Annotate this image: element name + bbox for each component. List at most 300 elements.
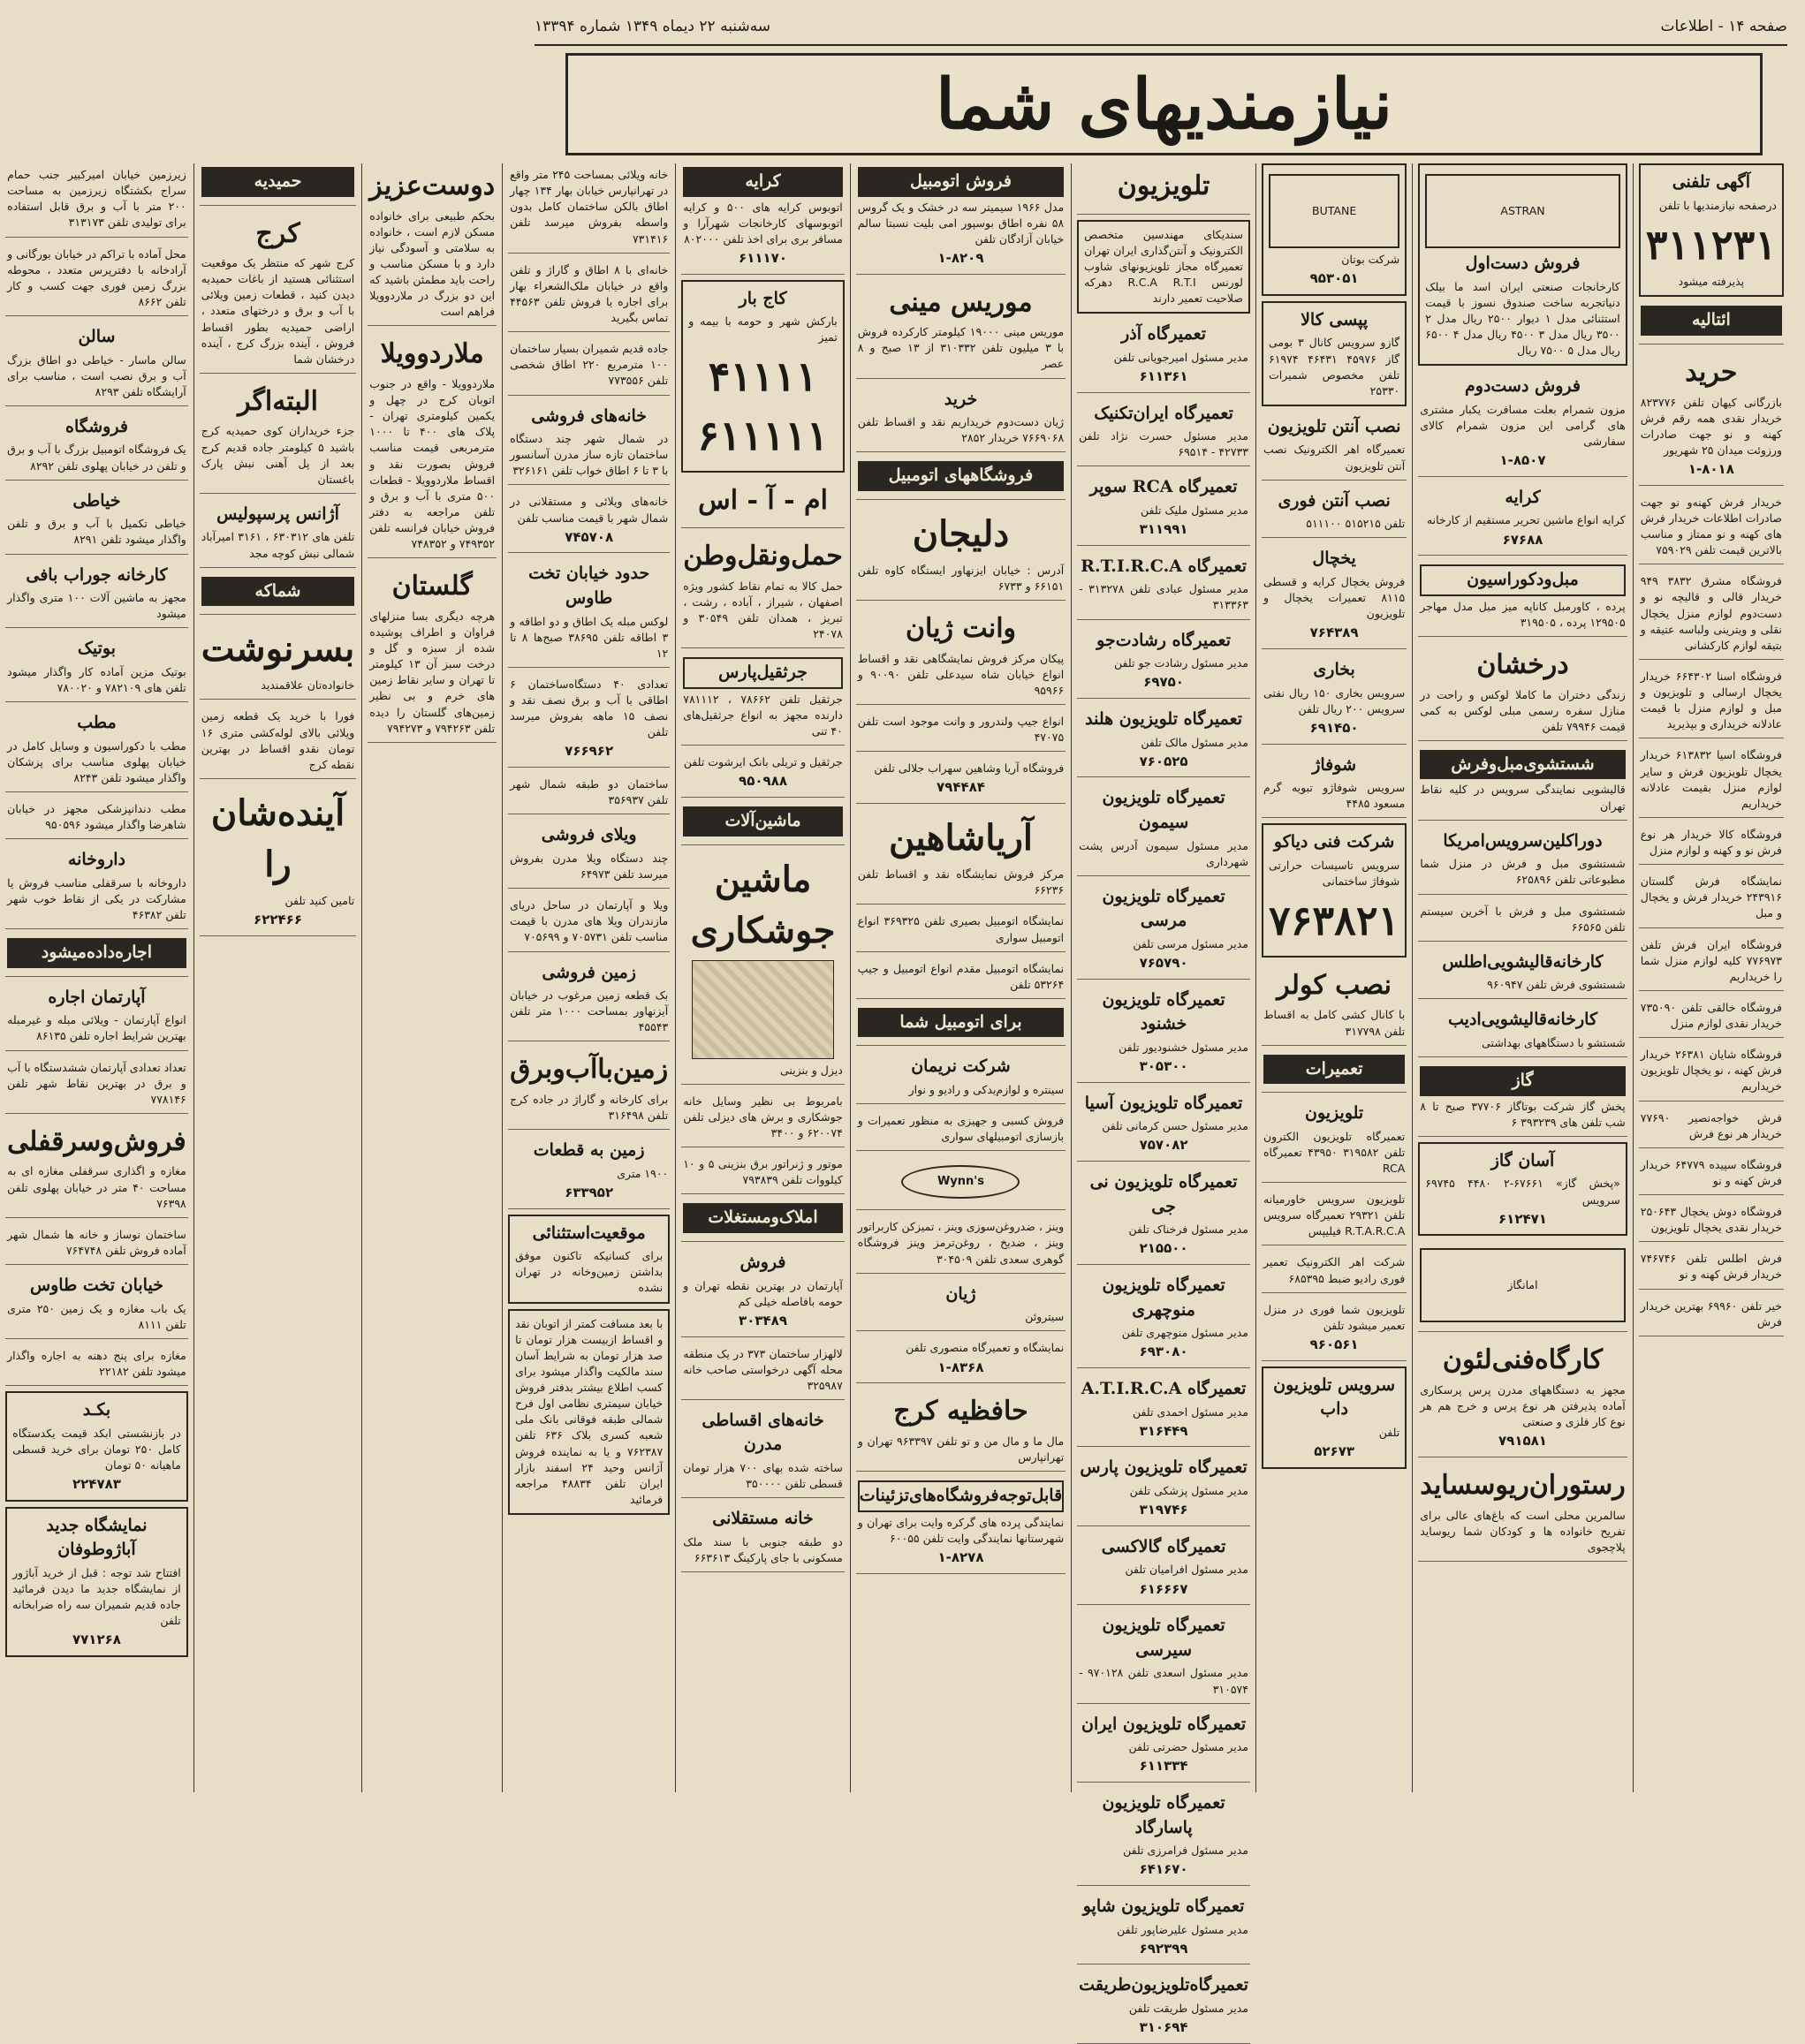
ad-title: دلیجان (912, 512, 1010, 555)
classified-ad (681, 803, 845, 845)
ad-title: آپارتمان اجاره (48, 987, 146, 1007)
ad-body: داروخانه با سرقفلی مناسب فروش یا مشارکت در یکی از نقاط خوب شهر تلفن ۴۶۳۸۲ (7, 875, 186, 922)
ad-body: ۱۹۰۰ متری (617, 1166, 669, 1180)
ad-title: شستشوی‌مبل‌وفرش (1420, 750, 1626, 780)
classified-ad (1077, 882, 1250, 980)
classified-ad (856, 606, 1066, 705)
ad-title: ائتالیه (1641, 306, 1782, 336)
ad-body: فروشگاه اسنا ۶۶۴۳۰۲ خریدار یخچال ارسالی و تلویزیون و مبل و لوازم منزل با قیمت عادلانه خریداری و بپذیرید (1640, 669, 1782, 731)
ad-title: آژانس پرسپولیس (216, 503, 339, 524)
classified-ad (5, 243, 188, 317)
classified-ad (856, 1051, 1066, 1104)
ad-body: خانواده‌تان علاقمندید (261, 678, 355, 693)
classified-ad (681, 534, 845, 648)
classified-ad (1077, 1891, 1250, 1965)
ad-body: فروشگاه سپیده ۶۴۷۷۹ خریدار فرش کهنه و نو (1640, 1157, 1783, 1187)
ad-body: سرویس بخاری ۱۵۰ ریال نفتی سرویس ۲۰۰ ریال تلفن (1263, 685, 1406, 715)
classified-ad (1639, 1107, 1784, 1148)
ad-body: موریس مینی ۱۹۰۰۰ کیلومتر کارکرده فروش با ۳ میلیون تلفن ۳۱۰۳۳۲ از ۱۳ صبح و ۸ عصر (857, 325, 1065, 371)
ad-phone: ۶۱۱۳۳۴ (1139, 1758, 1188, 1775)
ad-body: بارکش شهر و حومه با بیمه و تمیز (688, 314, 838, 344)
ad-body: لالهزار ساختمان ۳۷۳ در یک منطقه محله آگهی درخواستی صاحب خانه ۳۲۵۹۸۷ (683, 1346, 843, 1392)
ad-body: سالمرین محلی است که باغ‌های عالی برای تفریح خانواده ها و کودکان شما ریوساید پلاچجوی (1420, 1508, 1626, 1554)
classified-ad (1639, 302, 1784, 344)
classified-ad (856, 458, 1066, 500)
classified-ad (368, 163, 497, 326)
ad-body: لوکس مبله یک اطاق و دو اطاقه و ۳ اطاقه تلفن ۳۸۶۹۵ صبح‌ها ۸ تا ۱۲ (510, 614, 669, 660)
ad-phone: ۳۱۱۲۳۱ (1645, 220, 1777, 269)
ad-body: فرش خواجه‌نصیر ۷۷۶۹۰ خریدار هر نوع فرش (1640, 1110, 1782, 1140)
classified-ad (856, 710, 1066, 752)
classified-ad (5, 560, 188, 629)
classified-ad (1418, 1463, 1627, 1562)
classified-ad (1418, 1004, 1627, 1057)
classified-ad (1262, 1188, 1407, 1245)
ad-title: شماکه (201, 577, 354, 607)
ad-footer: پذیرفته میشود (1678, 275, 1745, 289)
ad-title: کارخانه‌قالیشویی‌اطلس (1442, 951, 1604, 972)
ad-body: مدیر مسئول حضرتی تلفن (1128, 1740, 1248, 1754)
ad-body: افتتاح شد توجه : قبل از خرید آباژور از نمایشگاه جدید ما دیدن فرمائید جاده قدیم شمیران سه راه ضرابخانه تلفن (12, 1565, 181, 1628)
ad-body: مدیر مسئول مالک تلفن (1141, 735, 1248, 749)
classified-ad (5, 1507, 188, 1657)
ad-title: گلستان (391, 571, 473, 602)
ad-phone: ۷۷۱۲۶۸ (72, 1631, 121, 1648)
ad-phone: ۱-۸۰۱۸ (1687, 461, 1734, 478)
ad-title: تعمیرگاه آذر (1121, 324, 1207, 344)
ad-title: تعمیرگاه تلویزیون آسیا (1084, 1093, 1243, 1113)
classified-ad (1077, 319, 1250, 392)
ad-body: شستشوی مبل و فرش در منزل شما مطبوعاتی تلفن ۶۲۵۸۹۶ (1420, 857, 1626, 887)
ad-title: ملاردوویلا (380, 338, 484, 370)
ad-title: مبل‌ودکوراسیون (1420, 564, 1626, 596)
ad-body: محل آماده با تراکم در خیابان بورگانی و آرادخانه با دفترپرس متعدد ، محوطه بزرگ زمین فوری جهت کسب و کار تلفن ۸۶۶۲ (7, 246, 186, 308)
ad-body: مطب دندانپزشکی مجهز در خیابان شاهرضا واگذار میشود ۹۵۰۵۹۶ (7, 802, 186, 832)
ad-body: چند دستگاه ویلا مدرن بفروش میرسد تلفن ۶۴۹۷۳ (510, 851, 669, 882)
ad-body: خانه‌های ویلائی و مستقلانی در شمال شهر با قیمت مناسب تلفن (510, 495, 669, 525)
ad-body: ویلا و آپارتمان در ساحل دریای مازندران ویلا های مدرن با قیمت مناسب تلفن ۷۰۵۷۳۱ و ۷۰۵۶۹۹ (510, 898, 669, 944)
ad-body: کارخانجات صنعتی ایران اسد ما بیلک دنیاتجربه ساخت صندوق نسوز با قیمت استثنائی مدل ۱ دیوار ۲۵۰۰ ریال مدل ۲ ۳۵۰۰ ریال مدل ۳ ۴۵۰۰ ریال مدل ۴ ۶۵۰۰ ریال مدل ۵ ۷۵۰۰ ریال (1425, 279, 1620, 358)
classified-ad (200, 705, 356, 779)
ad-title: کارخانه‌قالیشویی‌ادیب (1448, 1010, 1597, 1030)
ad-title: حمیدیه (201, 167, 354, 197)
ad-body: تلفن های ۶۳۰۳۱۲ ، ۳۱۶۱ امیرآباد شمالی نبش کوچه مجد (201, 530, 355, 560)
classified-ad (5, 486, 188, 555)
ad-body: مدیر مسئول افرامیان تلفن (1125, 1563, 1248, 1577)
page-number-label: صفحه ۱۴ - اطلاعات (1660, 18, 1787, 35)
ad-body: شستشوی مبل و فرش با آخرین سیستم تلفن ۶۶۵۶۵ (1420, 904, 1626, 934)
ad-body: درصفحه نیازمندیها با تلفن (1658, 198, 1777, 212)
ad-body: فروش یخچال کرایه و قسطی ۸۱۱۵ تعمیرات یخچال و تلویزیون (1263, 574, 1406, 621)
classified-ad (1077, 1270, 1250, 1368)
advertiser-logo: امانگاز (1420, 1248, 1626, 1322)
ad-title: گاز (1420, 1066, 1626, 1096)
classified-ad (681, 478, 845, 529)
ad-body: آپارتمان در بهترین نقطه تهران و حومه بافاصله خیلی کم (683, 1278, 843, 1308)
ad-body: مدیر مسئول علیرضاپور تلفن (1117, 1922, 1248, 1936)
ad-body: تعمیرگاه اهر الکترونیک نصب آنتن تلویزیون (1263, 443, 1406, 473)
ad-phone: ۲۱۵۵۰۰ (1139, 1240, 1188, 1257)
classified-ad (1639, 570, 1784, 660)
ad-body: «پخش گاز» ۶۷۶۶۱-۲ ۴۴۸۰ ۶۹۷۴۵ سرویس (1425, 1177, 1620, 1207)
ad-title: خیابان تخت طاوس (29, 1276, 163, 1296)
classified-ad (681, 280, 845, 473)
classified-ad (856, 1004, 1066, 1047)
classified-ad (1262, 1051, 1407, 1094)
ad-title: شرکت فنی دیاکو (1273, 832, 1395, 852)
classified-ad (1418, 163, 1627, 366)
ad-title: تعمیرگاه R.T.I.R.C.A (1081, 556, 1247, 576)
ad-title: اجاره‌داده‌میشود (7, 938, 186, 968)
ad-title: تعمیرگاه تلویزیون نی جی (1089, 1172, 1238, 1216)
classified-ad (681, 851, 845, 1085)
classified-ad (508, 673, 670, 768)
classifieds-columns (7, 163, 1789, 2036)
classified-ad (681, 751, 845, 798)
ad-title: آینده‌شان را (210, 791, 345, 885)
ad-body: خانه‌ای با ۸ اطاق و گاراژ و تلفن واقع در خیابان ملک‌الشعراء بهار برای اجاره یا فروش تلفن ۴۴۵۶۳ تماس بگیرید (510, 262, 669, 324)
ad-title: مطب (77, 713, 117, 733)
ad-title: خرید (944, 389, 978, 409)
column-8 (361, 163, 502, 1792)
ad-phone: ۶۳۳۹۵۲ (565, 1184, 614, 1200)
ad-title: تعمیرات (1263, 1055, 1405, 1085)
ad-title: زمین‌باآب‌وبرق (510, 1054, 669, 1086)
ad-phone: ۷۵۷۰۸۲ (1139, 1137, 1188, 1154)
ad-body: کرایه انواع ماشین تحریر مستقیم از کارخانه (1426, 513, 1626, 527)
classified-ad (1262, 412, 1407, 481)
ad-body: بک قطعه زمین مرغوب در خیابان آیزنهاور بمساحت ۱۰۰۰ متر تلفن ۴۵۵۴۳ (510, 988, 669, 1034)
classified-ad (200, 499, 356, 568)
ad-title: بسرنوشت (201, 628, 355, 670)
ad-body: فروشگاه ایران فرش تلفن ۷۷۶۹۷۳ کلیه لوازم منزل شما را خریداریم (1640, 937, 1782, 983)
ad-body: گازو سرویس کانال ۳ بومی گاز ۴۵۹۷۶ ۴۶۴۳۱ ۶۱۹۷۴ تلفن مخصوص شمیرات ۲۵۳۳۰ (1269, 336, 1400, 397)
classified-ad (856, 1389, 1066, 1472)
classified-ad (5, 1056, 188, 1114)
classified-ad (856, 910, 1066, 951)
ad-phone: ۶۲۲۴۶۶ (254, 912, 302, 928)
ad-body: مدیر مسئول حسن کرمانی تلفن (1102, 1119, 1248, 1133)
classified-ad (1262, 301, 1407, 406)
column-1 (1633, 163, 1789, 1792)
classified-ad (1418, 826, 1627, 895)
ad-body: انواع جیپ ولندرور و وانت موجود است تلفن ۴۷۰۷۵ (857, 715, 1065, 745)
ad-phone: ۳۱۱۹۹۱ (1139, 521, 1188, 538)
ad-title: تعمیرگاه تلویزیون منوچهری (1102, 1276, 1225, 1320)
ad-phone: ۶۱۲۴۷۱ (1498, 1210, 1547, 1227)
ad-phone: ۶۹۷۵۰ (1143, 674, 1184, 691)
ad-title: تعمیرگاه تلویزیون پارس (1080, 1457, 1248, 1478)
ad-body: فروشگاه شایان ۲۶۳۸۱ خریدار فرش کهنه ، نو یخچال تلویزیون خریداریم (1640, 1048, 1783, 1094)
classified-ad (1077, 985, 1250, 1083)
classified-ad (681, 1503, 845, 1572)
ad-phone: ۶۹۳۰۸۰ (1139, 1344, 1188, 1360)
ad-body: سرویس تاسیسات حرارتی شوفاژ ساختمانی (1269, 858, 1400, 889)
ad-title: آریاشاهین (888, 817, 1034, 859)
ad-body: سالن ماسار - خیاطی دو اطاق بزرگ آب و برق نصب است ، مناسب برای آرایشگاه تلفن ۸۲۹۳ (7, 352, 186, 398)
ad-title: تعمیرگاه تلویزیون ایران (1081, 1714, 1247, 1734)
classified-ad (1262, 655, 1407, 745)
classified-ad (1077, 1374, 1250, 1447)
ad-body: پیکان مرکز فروش نمایشگاهی نقد و اقساط انواع خیابان شاه سیدعلی تلفن ۹۰۰۹۰ و ۹۵۹۶۶ (857, 651, 1065, 697)
ad-title: نصب آنتن فوری (1278, 490, 1391, 511)
ad-phone: ۶۱۶۶۶۷ (1139, 1580, 1188, 1597)
classified-ad (508, 1309, 670, 1516)
ad-title: تعمیرگاه رشادت‌جو (1096, 630, 1232, 650)
classified-ad (1418, 1142, 1627, 1237)
ad-body: مدیر مسئول پزشکی تلفن (1129, 1484, 1248, 1498)
ad-body: سرویس شوفاژو تبویه گرم مسعود ۴۴۸۵ (1263, 781, 1406, 811)
ad-title: تعمیرگاه RCA سوپر (1089, 477, 1238, 497)
classified-ad (508, 401, 670, 486)
ad-title: نصب کولر (1277, 969, 1392, 1001)
ad-title: خیاطی (72, 490, 121, 511)
ad-body: مال ما و مال من و تو تلفن ۹۶۳۳۹۷ تهران و تهرانپارس (857, 1434, 1065, 1464)
classified-ad (200, 784, 356, 936)
classified-ad (1077, 625, 1250, 699)
classified-ad (1077, 783, 1250, 875)
ad-phone: ۵۲۶۷۳ (1314, 1442, 1355, 1459)
ad-title: ماشین‌آلات (683, 806, 843, 837)
ad-body: تلفن (1378, 1425, 1400, 1439)
ad-body: با کانال کشی کامل به اقساط تلفن ۳۱۷۷۹۸ (1263, 1008, 1406, 1038)
classified-ad (508, 490, 670, 553)
ad-body: یک فروشگاه اتومبیل بزرگ با آب و برق و تلفن در خیابان پهلوی تلفن ۸۲۹۲ (7, 443, 186, 473)
classified-ad (508, 558, 670, 667)
ad-title: وانت ژیان (905, 613, 1017, 645)
ad-title: دوست‌عزیز (369, 170, 496, 201)
ad-title: حمل‌ونقل‌وطن (683, 541, 843, 572)
ad-body: قالیشویی نمایندگی سرویس در کلیه نقاط تهران (1420, 783, 1626, 813)
classified-ad (200, 620, 356, 700)
classified-ad (1077, 551, 1250, 620)
classified-ad (1262, 1098, 1407, 1183)
classified-ad (856, 1279, 1066, 1332)
classified-ad (5, 798, 188, 839)
ad-body: در شمال شهر چند دستگاه ساختمان تازه ساز مدرن آسانسور با ۳ تا ۶ اطاق خواب تلفن ۳۲۶۱۶۱ (510, 432, 669, 478)
classified-ad (1418, 900, 1627, 942)
classified-ad (1639, 1247, 1784, 1289)
ad-body: مدیر مسئول طریقت تلفن (1128, 2002, 1248, 2016)
ad-body: سینتره و لوازم‌یدکی و رادیو و نوار (908, 1082, 1065, 1096)
classified-ad (1077, 220, 1250, 314)
classified-ad (5, 163, 188, 238)
classified-ad (200, 379, 356, 494)
classified-ad (1639, 1154, 1784, 1195)
classified-ad (856, 1477, 1066, 1574)
ad-title: تعمیرگاه تلویزیون سیمون (1102, 788, 1225, 832)
classifieds-banner (565, 53, 1763, 155)
ad-title: جرثقیل‌پارس (683, 657, 843, 689)
ad-body: مدیر مسئول امیرجویانی تلفن (1113, 350, 1248, 364)
ad-body: ساخته شده بهای ۷۰۰ هزار تومان قسطی تلفن ۳۵۰۰۰۰ (683, 1461, 843, 1491)
column-4 (1071, 163, 1255, 2036)
classified-ad (681, 1200, 845, 1242)
classified-ad (856, 163, 1066, 275)
ad-title: تلویزیون (1117, 170, 1210, 201)
ad-body: دیزل و بنزینی (779, 1063, 843, 1077)
ad-title: نصب آنتن تلویزیون (1267, 416, 1401, 436)
classified-ad (508, 337, 670, 395)
classified-ad (5, 1223, 188, 1265)
ad-phone: ۶۹۱۴۵۰ (1309, 719, 1359, 736)
ad-body: خانه ویلائی بمساحت ۲۴۵ متر واقع در تهرانپارس خیابان بهار ۱۳۴ چهار اطاق بالکن ساختمان کامل بدون واسطه بفروش میرسد تلفن ۷۳۱۴۱۶ (510, 168, 669, 246)
ad-title: یخچال (1312, 549, 1356, 569)
classified-ad (1077, 472, 1250, 545)
classified-ad (856, 384, 1066, 453)
ad-title: ام - آ - اس (698, 484, 828, 516)
ad-body: جرثقیل تلفن ۷۸۶۶۲ ، ۷۸۱۱۱۲ دارنده مجهز به انواع جرثقیل‌های ۴۰ تنی (683, 692, 843, 738)
ad-title: فروش دست‌اول (1465, 254, 1581, 273)
ad-body: مرکز فروش نمایشگاه نقد و اقساط تلفن ۶۶۲۳۶ (857, 867, 1065, 897)
ad-body: مدیر مسئول مرسی تلفن (1133, 936, 1248, 950)
classified-ad (856, 280, 1066, 379)
ad-title: موقعیت‌استثنائی (532, 1223, 646, 1243)
classified-ad (1418, 642, 1627, 741)
classified-ad (856, 757, 1066, 804)
ad-title: زمین به قطعات (533, 1140, 645, 1161)
ad-body: مدیر مسئول خشنودیور تلفن (1119, 1040, 1248, 1054)
advertiser-logo: Wynn's (901, 1165, 1020, 1199)
ad-body: مدیر مسئول فرخناک تلفن (1128, 1223, 1248, 1237)
classified-ad (856, 1156, 1066, 1210)
classified-ad (1077, 1788, 1250, 1886)
classified-ad (1639, 870, 1784, 927)
ad-title: تعمیرگاه‌تلویزیون‌طریقت (1079, 1975, 1248, 1995)
ad-title: تعمیرگاه گالاکسی (1101, 1536, 1226, 1556)
classified-ad (200, 211, 356, 374)
ad-title: آسان گاز (1490, 1150, 1555, 1170)
ad-title: نمایشگاه جدید آباژوطوفان (46, 1515, 148, 1560)
ad-title: تعمیرگاه تلویزیون خشنود (1102, 989, 1225, 1034)
ad-title: خانه مستقلانی (712, 1509, 814, 1529)
ad-body: حمل کالا به تمام نقاط کشور ویژه اصفهان ، شیراز ، آباده ، رشت ، تبریز ، همدان تلفن ۳۰۵۴۹ و ۲۴۰۷۸ (683, 579, 843, 641)
classified-ad (1077, 1970, 1250, 2043)
ad-body: فروشگاه آریا وشاهین سهراب جلالی تلفن (874, 761, 1065, 776)
ad-body: کرج شهر که منتظر یک موقعیت استثنائی هستید از باغات حمیدیه دیدن کنید ، قطعات زمین ویلائی با آب و برق و درختهای متعدد ، اراضی حمیدیه بطور اقساط فروش ، آینده بزرگ کرج ، آینده درخشان شما (201, 256, 355, 366)
ad-title: املاک‌ومستغلات (683, 1203, 843, 1233)
classified-ad (1077, 1709, 1250, 1783)
ad-body: مغازه برای پنج دهنه به اجاره واگذار میشود تلفن ۲۲۱۸۲ (7, 1348, 186, 1378)
ad-body: پرده ، کاورمبل کاناپه میز مبل مدل مهاجر ۱۲۹۵۰۵ پرده ، ۳۱۹۵۰۵ (1420, 599, 1626, 629)
ad-title: فروش (739, 1252, 786, 1272)
ad-phone: ۳۱۶۴۴۹ (1139, 1422, 1188, 1439)
ad-phone: ۹۵۳۰۵۱ (1309, 270, 1359, 287)
page-header (535, 9, 1787, 46)
classified-ad (856, 1215, 1066, 1273)
classified-ad (5, 1344, 188, 1386)
classified-ad (5, 322, 188, 406)
ad-title: بخاری (1313, 660, 1355, 680)
ad-body: مدل ۱۹۶۶ سیمیتر سه در خشک و یک گروس ۵۸ نفره اطاق بوسپور امی بلیت نسبتا سالم خیابان آزادگان تلفن (857, 200, 1065, 246)
ad-body: خیر تلفن ۶۹۹۶۰ بهترین خریدار فرش (1640, 1298, 1782, 1329)
ad-title: تعمیرگاه A.T.I.R.C.A (1081, 1379, 1247, 1399)
classified-ad (1262, 543, 1407, 649)
ad-body: شرکت بوتان (1341, 253, 1400, 266)
classified-ad (681, 1405, 845, 1498)
ad-title: تعمیرگاه تلویزیون پاسارگاد (1102, 1793, 1225, 1837)
ad-phone: ۱-۸۳۶۸ (937, 1359, 984, 1375)
classified-ad (681, 1247, 845, 1337)
classified-ad (508, 1047, 670, 1130)
column-2 (1412, 163, 1633, 1792)
ad-phone: ۹۵۰۹۸۸ (739, 773, 787, 790)
ad-body: برای کارخانه و گاراژ در جاده کرج تلفن ۳۱۶۴۹۸ (510, 1092, 669, 1123)
ad-title: فروشگاه (65, 416, 128, 436)
ad-body: ساختمان نوساز و خانه ها شمال شهر آماده فروش تلفن ۷۶۴۷۴۸ (7, 1227, 186, 1257)
ad-title: فروش دست‌دوم (1465, 376, 1581, 397)
ad-title: فروش اتومبیل (858, 167, 1064, 197)
ad-body: فروش کسبی و جهیزی به منظور تعمیرات و بازسازی اتومبیلهای سواری (857, 1114, 1065, 1144)
ad-body: زیرزمین خیابان امیرکبیر جنب حمام سراج بکشتگاه زیرزمین به مساحت ۲۰۰ متر با آب و برق قابل استفاده برای تولیدی تلفن ۳۱۳۱۷۳ (7, 168, 186, 230)
classified-ad (368, 331, 497, 558)
ad-body: مدیر مسئول حسرت نژاد تلفن ۴۲۷۳۳ - ۶۹۵۱۴ (1079, 429, 1248, 459)
ad-body: مدیر مسئول احمدی تلفن (1133, 1404, 1248, 1419)
ad-phone: ۷۹۴۴۸۴ (937, 779, 985, 796)
ad-body: تعداد تعدادی آپارتمان ششدستگاه با آب و برق در بهترین نقاط شهر تلفن ۷۷۸۱۴۶ (7, 1060, 186, 1106)
ad-title: ژیان (945, 1283, 976, 1304)
ad-body: فروشگاه دوش یخچال ۲۵۰۶۴۳ خریدار نقدی یخچال تلویزیون (1640, 1205, 1782, 1235)
classified-ad (1418, 561, 1627, 637)
ad-title: خانه‌های اقساطی مدرن (702, 1410, 824, 1455)
classified-ad (1262, 163, 1407, 296)
ad-body: مدیر مسئول سیمون آدرس پشت شهرداری (1079, 838, 1248, 868)
ad-title: فروش‌وسرقفلی (7, 1125, 186, 1157)
ad-title: حرید (1685, 357, 1738, 389)
ad-body: مدیر مسئول منوچهری تلفن (1121, 1326, 1248, 1340)
classified-ad (200, 163, 356, 206)
classified-ad (1077, 1088, 1250, 1162)
ad-body: جزء خریداران کوی حمیدیه کرج باشید ۵ کیلومتر جاده قدیم کرج بعد از پل آهنی نبش پارک باغستان (201, 424, 355, 486)
ad-phone: ۱-۸۵۰۷ (1499, 452, 1546, 469)
ad-body: جرثقیل و تریلی بانک ایرشوت تلفن (683, 755, 843, 769)
ad-phone: ۱-۸۲۷۸ (937, 1548, 984, 1565)
classified-ad (1262, 1366, 1407, 1469)
ad-body: پخش گاز شرکت بوتاگاز ۳۷۷۰۶ صبح تا ۸ شب تلفن های ۳۹۳۲۳۹ ۶ (1420, 1099, 1626, 1129)
ad-body: ژیان دست‌دوم خریداریم نقد و اقساط تلفن ۷۶۶۹۰۶۸ خریدار ۲۸۵۲ (857, 415, 1065, 445)
ad-title: ویلای فروشی (541, 825, 637, 845)
ad-phone: ۳۰۵۳۰۰ (1139, 1057, 1188, 1074)
classified-ad (681, 654, 845, 746)
ad-body: فروشگاه مشرق ۳۸۳۲ ۹۴۹ خریدار قالی و قالیچه نو و دست‌دوم لوازم منزل یخچال نقلی و ویترینی ولباسه عتیقه و بتیقه لوازم کارکشانی (1640, 574, 1782, 652)
classified-ad (856, 958, 1066, 999)
ad-body: با بعد مسافت کمتر از اتوبان نقد و اقساط ازبیست هزار تومان تا صد هزار تومان به شرایط آسان سند مالکیت واگذار میشود برای کسب اطلاع بیشتر بدفتر فروش خیابان سیمتری نظامی اول فرح شمالی طبقه فوقانی بانک ملی شعبه کسری بلاک ۶۳۶ تلفن ۷۶۲۳۸۷ و یا به نماینده فروش آژانس وحید ۲۴ اسفند بازار ایران تلفن ۴۸۸۳۴ مراجعه فرمائید (515, 1316, 664, 1506)
classified-ad (856, 1336, 1066, 1383)
ad-body: مدیر مسئول رشادت جو تلفن (1114, 656, 1248, 670)
ad-body: موتور و ژنراتور برق بنزینی ۵ و ۱۰ کیلووات تلفن ۷۹۳۸۳۹ (683, 1157, 843, 1187)
ad-phone: ۷۶۵۷۹۰ (1139, 954, 1188, 971)
classified-ad (856, 505, 1066, 601)
ad-body: نمایشگاه و تعمیرگاه منصوری تلفن (906, 1341, 1065, 1355)
ad-body: مدیر مسئول اسعدی تلفن ۹۷۰۱۲۸ - ۳۱۰۵۷۴ (1079, 1666, 1249, 1696)
classified-ad (1077, 1167, 1250, 1265)
classified-ad (200, 573, 356, 616)
classified-ad (1639, 163, 1784, 297)
ad-body: مجهز به دستگاههای مدرن پرس پرسکاری آماده پذیرفتن هر نوع پرس و خرج هم هر نوع کار فلزی و صنعتی (1420, 1382, 1626, 1429)
ad-title: شوفاژ (1312, 754, 1357, 775)
ad-body: بامربوط بی نظیر وسایل خانه جوشکاری و برش های دیزلی تلفن ۶۲۰۰۷۴ و ۳۴۰۰ (683, 1094, 843, 1140)
ad-phone: ۷۶۶۹۶۲ (565, 743, 614, 760)
classified-ad (508, 1215, 670, 1304)
classified-ad (1077, 163, 1250, 215)
ad-body: ساختمان دو طبقه شمال شهر تلفن ۳۵۶۹۳۷ (510, 777, 669, 807)
classified-ad (681, 1090, 845, 1147)
classified-ad (1077, 1452, 1250, 1525)
ad-body: مدیر مسئول فرامرزی تلفن (1123, 1843, 1248, 1858)
ad-body: برای کسانیکه تاکنون موفق بداشتن زمین‌وخانه در تهران نشده (515, 1249, 664, 1295)
ad-phone: ۷۹۱۵۸۱ (1498, 1433, 1547, 1450)
ad-phone: ۹۶۰۵۶۱ (1309, 1336, 1359, 1352)
